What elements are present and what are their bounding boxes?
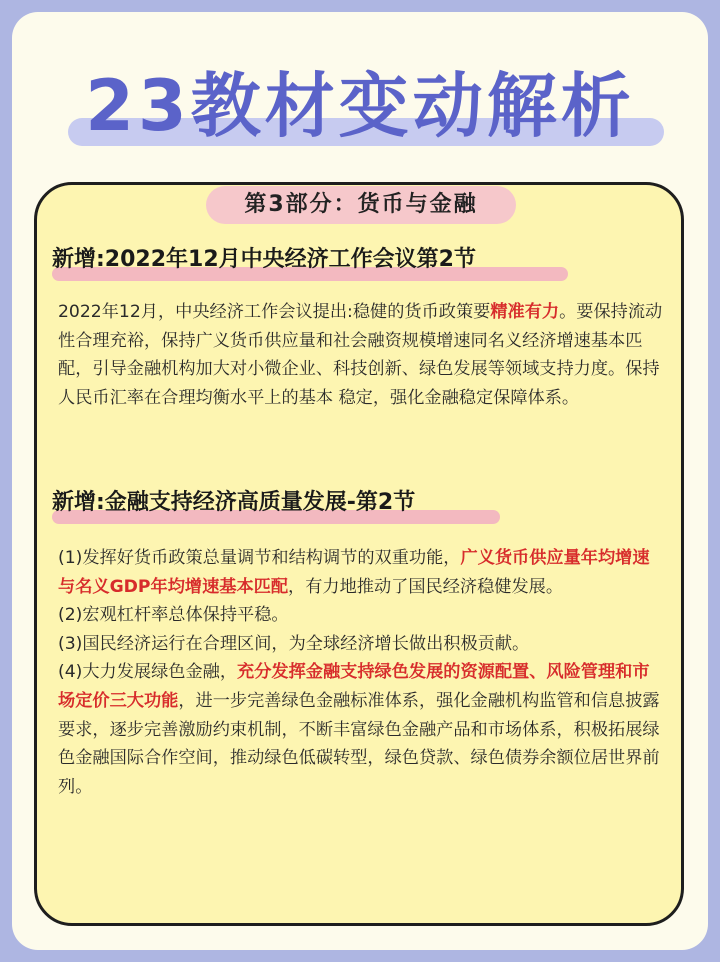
item-highlight: 充分发挥金融支持绿色发展的资源配置、风险管理和市场定价三大功能 — [58, 662, 650, 711]
list-item — [58, 658, 666, 801]
list-item: (2)宏观杠杆率总体保持平稳。 — [58, 605, 289, 626]
list-item: (3)国民经济运行在合理区间，为全球经济增长做出积极贡献。 — [58, 633, 530, 654]
title-block — [0, 58, 720, 158]
para-text: 。要保持流动性合理充裕，保持广义货币供应量和社会融资规模增速同名义经济增速基本匹配，引导金融机构加大对小微企业、科技创新、绿色发展等领域支持力度。保持人民币汇率在合理均衡水平上的基本 稳定，强化金融稳定保障体系。 — [58, 302, 663, 408]
item-text: ，有力地推动了国民经济稳健发展。 — [288, 576, 564, 597]
list-item — [58, 544, 666, 601]
section2-list — [58, 544, 666, 801]
section1-paragraph — [58, 298, 666, 412]
item-text: ，进一步完善绿色金融标准体系，强化金融机构监管和信息披露要求，逐步完善激励约束机制，不断丰富绿色金融产品和市场体系，积极拓展绿色金融国际合作空间，推动绿色低碳转型，绿色贷款、绿色债券余额位居世界前列。 — [58, 690, 660, 797]
page-title: 23教材变动解析 — [85, 65, 635, 147]
para-text: 2022年12月，中央经济工作会议提出:稳健的货币政策要 — [58, 302, 491, 322]
item-text: (4)大力发展绿色金融， — [58, 662, 238, 683]
section1-heading — [52, 245, 476, 275]
section2-heading — [52, 488, 415, 518]
section-badge: 第3部分：货币与金融 — [206, 186, 516, 224]
section2-heading-text: 新增:金融支持经济高质量发展-第2节 — [52, 490, 416, 515]
para-highlight: 精准有力 — [490, 302, 560, 322]
item-highlight: 广义货币供应量年均增速与名义GDP年均增速基本匹配 — [58, 548, 650, 597]
item-text: (1)发挥好货币政策总量调节和结构调节的双重功能， — [58, 548, 461, 568]
section1-heading-text: 新增:2022年12月中央经济工作会议第2节 — [52, 247, 476, 272]
